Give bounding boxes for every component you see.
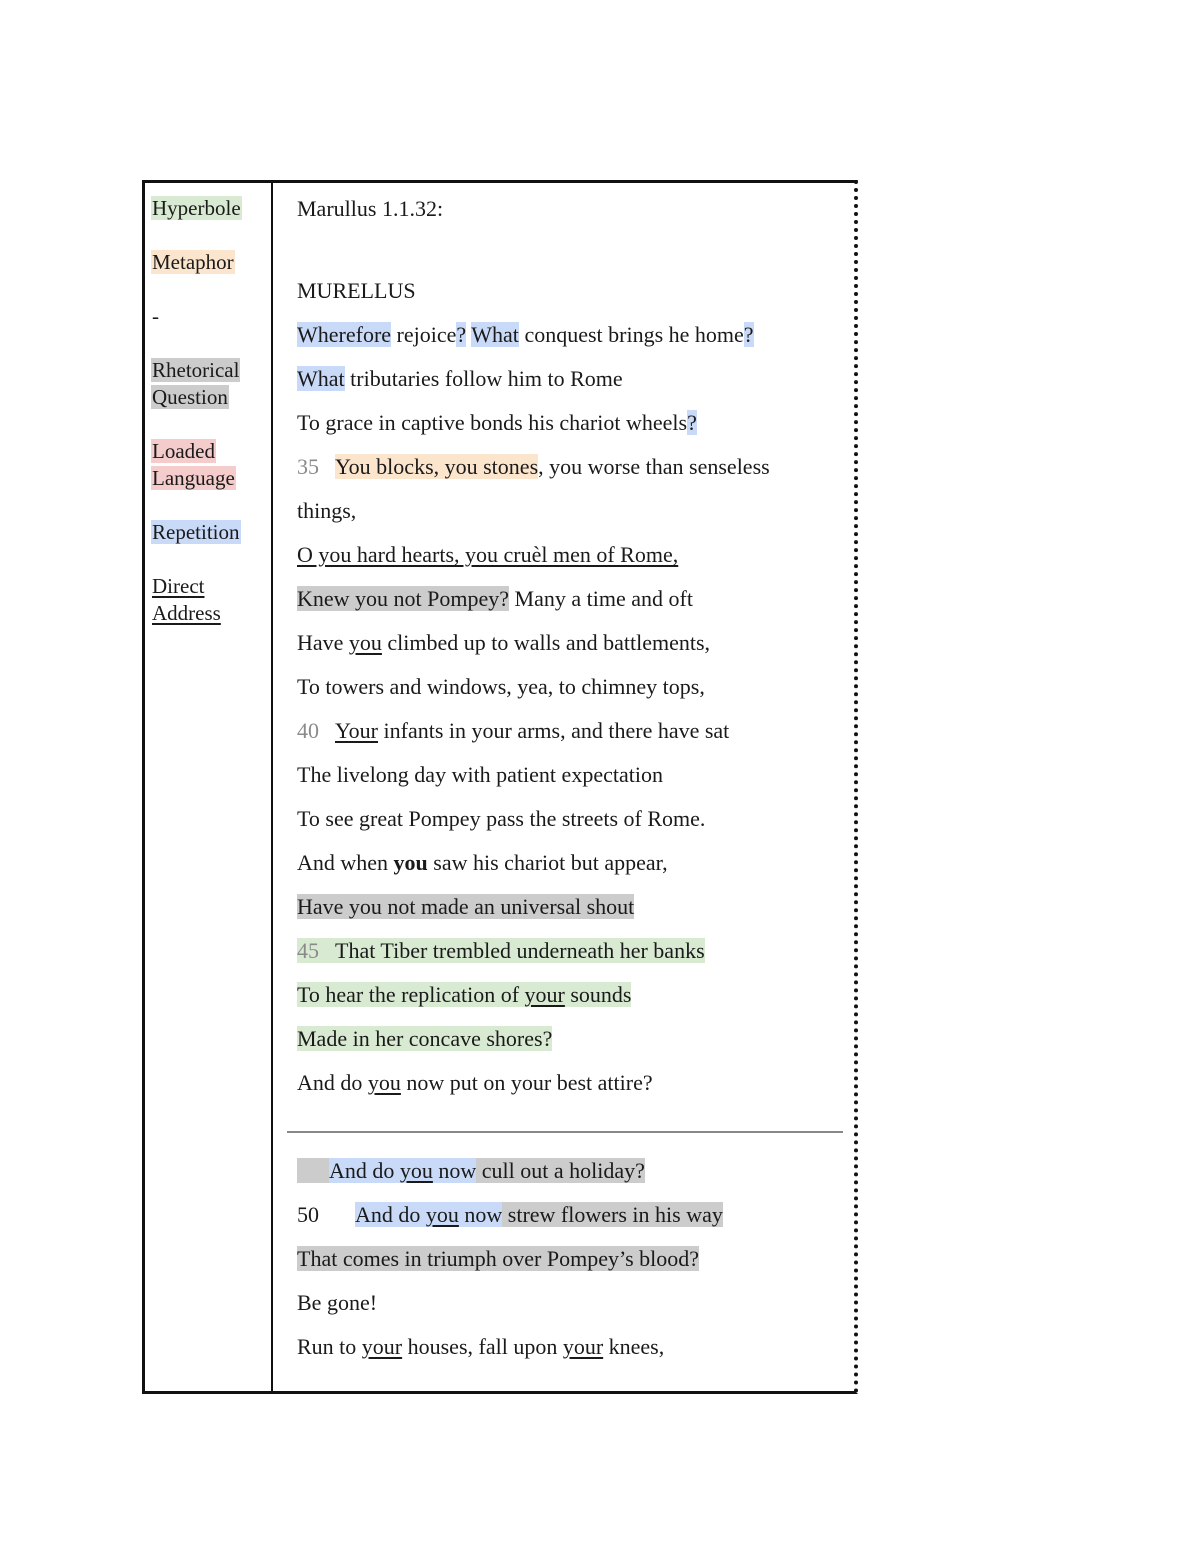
passage-heading: Marullus 1.1.32:	[297, 196, 444, 221]
verse-line: things,	[297, 498, 357, 523]
verse-line: O you hard hearts, you cruèl men of Rome,	[297, 542, 679, 567]
verse-line: Made in her concave shores?	[297, 1026, 553, 1051]
verse-line: Have you climbed up to walls and battlements,	[297, 630, 711, 655]
legend-repetition: Repetition	[152, 520, 240, 544]
line-number: 50	[297, 1202, 319, 1227]
verse-line: 40 Your infants in your arms, and there have sat	[297, 718, 730, 743]
speaker-name: MURELLUS	[297, 278, 416, 303]
line-number: 45	[297, 938, 319, 963]
verse-line: Run to your houses, fall upon your knees,	[297, 1334, 665, 1359]
verse-line: Knew you not Pompey? Many a time and oft	[297, 586, 693, 611]
verse-line: To see great Pompey pass the streets of Rome.	[297, 806, 706, 831]
legend-metaphor: Metaphor	[152, 250, 234, 274]
legend-rhetorical-question: Rhetorical Question	[152, 358, 240, 409]
legend-hyperbole: Hyperbole	[152, 196, 241, 220]
section-rule	[287, 1131, 843, 1133]
legend-column	[151, 195, 263, 654]
line-number: 40	[297, 718, 319, 743]
legend-direct-address: Direct Address	[152, 574, 221, 625]
verse-line: To towers and windows, yea, to chimney tops,	[297, 674, 705, 699]
verse-line: That comes in triumph over Pompey’s blood?	[297, 1246, 700, 1271]
annotation-table	[142, 180, 858, 1394]
verse-line: What tributaries follow him to Rome	[297, 366, 623, 391]
verse-line: To grace in captive bonds his chariot wheels?	[297, 410, 697, 435]
verse-line: The livelong day with patient expectation	[297, 762, 663, 787]
verse-line: 45 That Tiber trembled underneath her banks	[297, 938, 705, 963]
line-number: 35	[297, 454, 319, 479]
verse-line: 35 You blocks, you stones, you worse than senseless	[297, 454, 770, 479]
verse-line: Have you not made an universal shout	[297, 894, 635, 919]
verse-line: And when you saw his chariot but appear,	[297, 850, 668, 875]
verse-line: Wherefore rejoice? What conquest brings he home?	[297, 322, 754, 347]
legend-loaded-language: Loaded Language	[152, 439, 235, 490]
blank-line	[297, 1113, 857, 1157]
verse-line: And do you now cull out a holiday?	[297, 1157, 857, 1201]
verse-line: 50 And do you now strew flowers in his way	[297, 1202, 723, 1227]
passage-column	[297, 195, 857, 1377]
verse-line: Be gone!	[297, 1290, 378, 1315]
blank-line	[297, 239, 857, 277]
verse-line: And do you now put on your best attire?	[297, 1070, 653, 1095]
column-divider	[271, 183, 273, 1391]
verse-line: To hear the replication of your sounds	[297, 982, 632, 1007]
legend-dash: -	[152, 304, 159, 328]
